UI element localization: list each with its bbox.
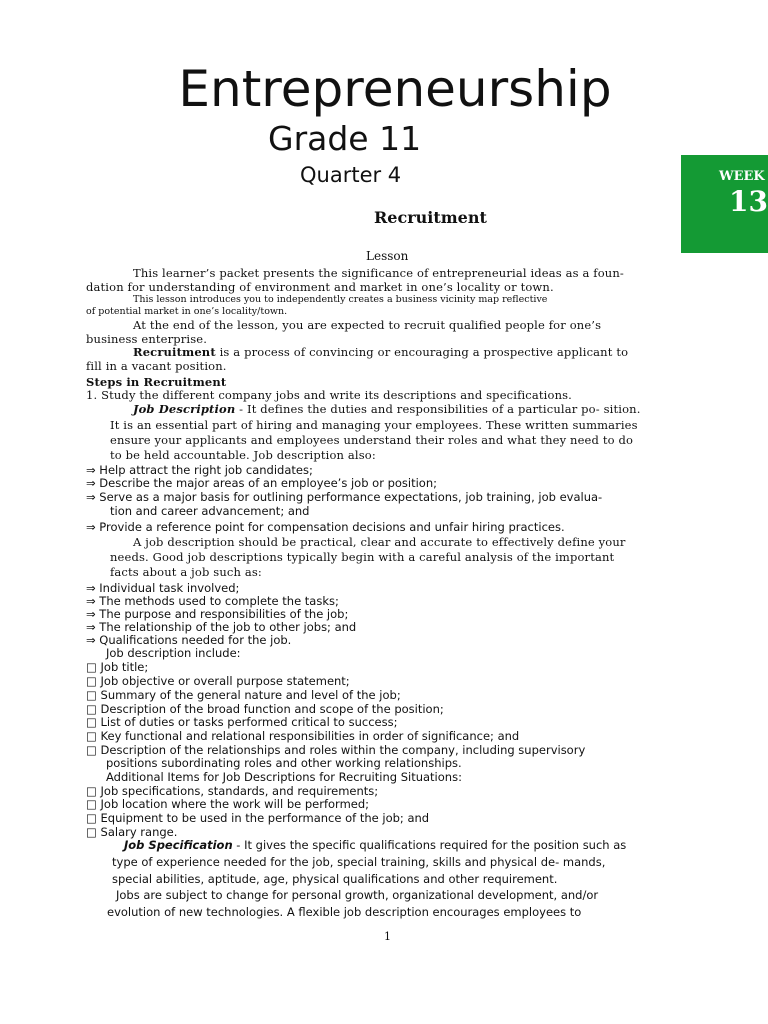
intro-line: At the end of the lesson, you are expected to recruit qualified people for one’s [133,318,602,332]
job-description-term: Job Description [133,402,236,416]
intro-line: business enterprise. [86,332,208,346]
job-specification-definition [124,838,626,852]
job-description-line: to be held accountable. Job description also: [110,448,376,462]
arrow-item: ⇒ Serve as a major basis for outlining performance expectations, job training, job evalua- [86,490,603,504]
arrow-item-cont: tion and career advancement; and [110,504,310,518]
job-specification-text: - It gives the specific qualifications required for the position such as [232,838,627,852]
recruitment-definition [133,345,628,359]
job-description-line: It is an essential part of hiring and managing your employees. These written summaries [110,418,638,432]
job-description-definition [133,402,641,416]
arrow-item: ⇒ Provide a reference point for compensation decisions and unfair hiring practices. [86,520,565,534]
practical-line: needs. Good job descriptions typically begin with a careful analysis of the important [110,550,615,564]
quarter-label: Quarter 4 [300,163,402,187]
additional-item: □ Job location where the work will be performed; [86,797,370,811]
include-item: □ Job title; [86,660,149,674]
topic-heading: Recruitment [374,208,487,227]
job-description-line: ensure your applicants and employees understand their roles and what they need to do [110,433,634,447]
additional-item: □ Job specifications, standards, and requirements; [86,784,379,798]
step-1: 1. Study the different company jobs and write its descriptions and specifications. [86,388,572,402]
job-specification-term: Job Specification [124,838,233,852]
intro-line: of potential market in one’s locality/town. [86,306,288,317]
include-item: □ List of duties or tasks performed critical to success; [86,715,398,729]
additional-item: □ Salary range. [86,825,178,839]
recruitment-term: Recruitment [133,345,216,359]
include-item: □ Description of the broad function and scope of the position; [86,702,444,716]
job-specification-line: type of experience needed for the job, special training, skills and physical de- mands, [112,855,606,869]
lesson-label: Lesson [366,249,409,263]
additional-item: □ Equipment to be used in the performance of the job; and [86,811,430,825]
fact-item: ⇒ The methods used to complete the tasks; [86,594,339,608]
page-number: 1 [384,930,391,943]
practical-line: A job description should be practical, clear and accurate to effectively define your [133,535,626,549]
recruitment-definition-cont: fill in a vacant position. [86,359,227,373]
final-line: evolution of new technologies. A flexible job description encourages employees to [107,905,582,919]
include-item: □ Description of the relationships and roles within the company, including supervisory [86,743,586,757]
arrow-item: ⇒ Help attract the right job candidates; [86,463,313,477]
intro-line: This learner’s packet presents the significance of entrepreneurial ideas as a foun- [133,266,624,280]
document-title: Entrepreneurship [178,60,612,118]
fact-item: ⇒ Qualifications needed for the job. [86,633,292,647]
job-specification-line: special abilities, aptitude, age, physical qualifications and other requirement. [112,872,558,886]
fact-item: ⇒ Individual task involved; [86,581,240,595]
week-badge [681,155,768,253]
grade-label: Grade 11 [268,119,422,158]
include-item: □ Summary of the general nature and level of the job; [86,688,401,702]
additional-heading: Additional Items for Job Descriptions for Recruiting Situations: [106,770,462,784]
final-line: Jobs are subject to change for personal growth, organizational development, and/or [116,888,599,902]
intro-line: dation for understanding of environment and market in one’s locality or town. [86,280,554,294]
include-item-cont: positions subordinating roles and other working relationships. [106,756,462,770]
fact-item: ⇒ The purpose and responsibilities of the job; [86,607,349,621]
include-item: □ Job objective or overall purpose statement; [86,674,350,688]
week-badge-number: 13 [729,185,768,218]
recruitment-definition-text: is a process of convincing or encouraging a prospective applicant to [215,345,629,359]
week-badge-label: WEEK [719,169,765,184]
fact-item: ⇒ The relationship of the job to other jobs; and [86,620,357,634]
include-item: □ Key functional and relational responsibilities in order of significance; and [86,729,520,743]
include-heading: Job description include: [106,646,241,660]
job-description-text: - It defines the duties and responsibilities of a particular po- sition. [235,402,641,416]
arrow-item: ⇒ Describe the major areas of an employee’s job or position; [86,476,438,490]
practical-line: facts about a job such as: [110,565,262,579]
steps-heading: Steps in Recruitment [86,375,227,389]
intro-line: This lesson introduces you to independently creates a business vicinity map reflective [133,294,548,305]
